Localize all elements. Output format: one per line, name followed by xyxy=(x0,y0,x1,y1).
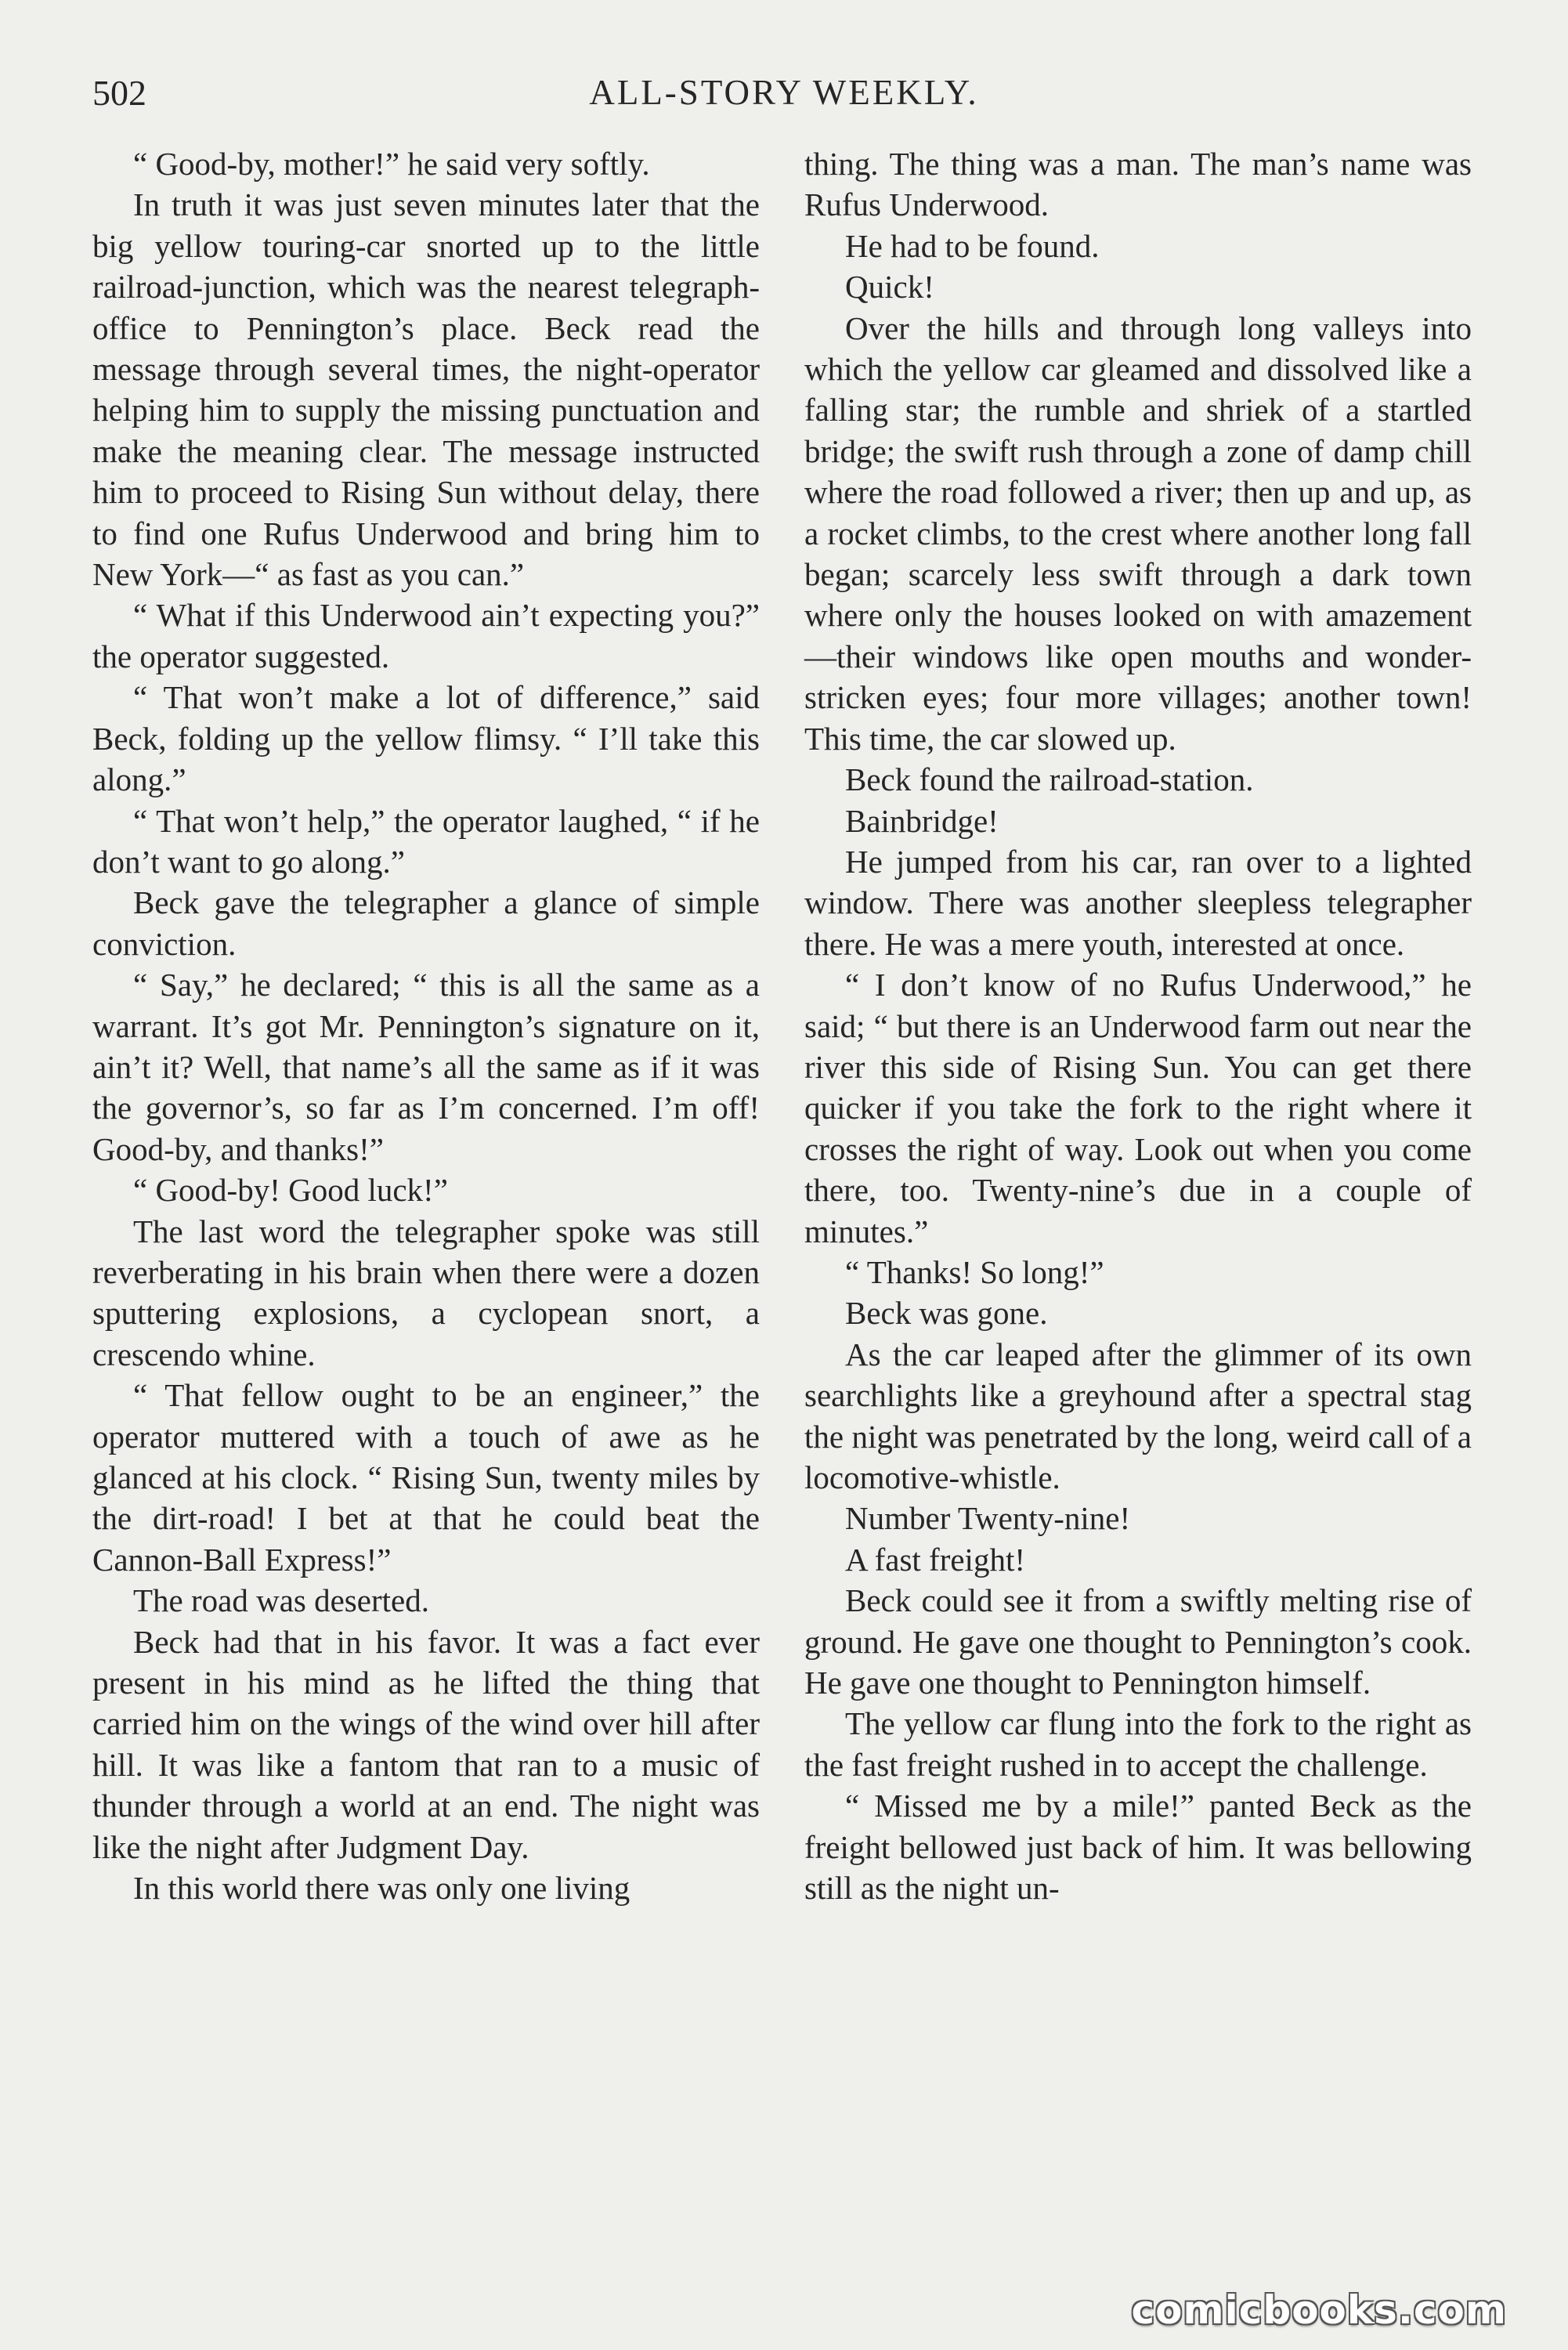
paragraph: “ Good-by! Good luck!” xyxy=(133,1172,448,1209)
paragraph: “ That won’t help,” the operator laughed, “ if he don’t want to go along.” xyxy=(92,802,760,880)
paragraph: Quick! xyxy=(845,269,934,306)
paragraph: The yellow car flung into the fork to the right as the fast freight rushed in to accept the challenge. xyxy=(804,1705,1472,1783)
paragraph: Beck had that in his favor. It was a fact ever present in his mind as he lifted the thing that carried him on the wings of the wind over hill after hill. It was like a fantom that ran to a music of thunder through a world at an end. The night was like the night after Judgment Day. xyxy=(92,1623,760,1865)
paragraph: “ What if this Underwood ain’t expecting you?” the operator suggested. xyxy=(92,597,760,674)
paragraph: Beck could see it from a swiftly melting rise of ground. He gave one thought to Pennington’s cook. He gave one thought to Pennington himself. xyxy=(804,1582,1472,1701)
running-title: ALL-STORY WEEKLY. xyxy=(589,73,979,112)
paragraph-continuation: thing. The thing was a man. The man’s name was Rufus Underwood. xyxy=(804,146,1472,223)
page-number: 502 xyxy=(92,73,146,113)
paragraph: “ I don’t know of no Rufus Underwood,” he said; “ but there is an Underwood farm out near the river this side of Rising Sun. You can get there quicker if you take the fork to the right where it crosses the right of way. Look out when you come there, too. Twenty-nine’s due in a couple of minutes.” xyxy=(804,967,1472,1249)
watermark: comicbooks.com xyxy=(1131,2287,1507,2333)
paragraph: In truth it was just seven minutes later that the big yellow touring-car snorted up to the little railroad-junction, which was the nearest telegraph-office to Pennington’s place. Beck read the message through several times, the night-operator helping him to supply the missing punctuation and make the meaning clear. The message instructed him to proceed to Rising Sun without delay, there to find one Rufus Underwood and bring him to New York—“ as fast as you can.” xyxy=(92,186,760,593)
paragraph: As the car leaped after the glimmer of its own searchlights like a greyhound after a spectral stag the night was penetrated by the long, weird call of a locomotive-whistle. xyxy=(804,1336,1472,1495)
paragraph: Beck found the railroad-station. xyxy=(845,761,1254,798)
paragraph: He had to be found. xyxy=(845,227,1100,264)
paragraph: Over the hills and through long valleys into which the yellow car gleamed and dissolved like a falling star; the rumble and shriek of a startled bridge; the swift rush through a zone of damp chill where the road followed a river; then up and up, as a rocket climbs, to the crest where another long fall began; scarcely less swift through a dark town where only the houses looked on with amazement—their windows like open mouths and wonder-stricken eyes; four more villages; another town! This time, the car slowed up. xyxy=(804,309,1472,757)
paragraph: In this world there was only one living xyxy=(133,1870,630,1907)
paragraph: Bainbridge! xyxy=(845,802,999,839)
left-column xyxy=(92,143,760,1908)
paragraph: A fast freight! xyxy=(845,1541,1025,1578)
paragraph: “ Missed me by a mile!” panted Beck as the freight bellowed just back of him. It was bellowing still as the night un- xyxy=(804,1788,1472,1907)
paragraph: “ Say,” he declared; “ this is all the same as a warrant. It’s got Mr. Pennington’s signature on it, ain’t it? Well, that name’s all the same as if it was the governor’s, so far as I’m concerned. I’m off! Good-by, and thanks!” xyxy=(92,967,760,1167)
paragraph: “ Good-by, mother!” he said very softly. xyxy=(133,146,650,182)
paragraph: The last word the telegrapher spoke was still reverberating in his brain when there were a dozen sputtering explosions, a cyclopean snort, a crescendo whine. xyxy=(92,1213,760,1372)
paragraph: “ Thanks! So long!” xyxy=(845,1253,1104,1290)
paragraph: Beck gave the telegrapher a glance of simple conviction. xyxy=(92,884,760,962)
paragraph: The road was deserted. xyxy=(133,1582,429,1619)
page-header xyxy=(92,72,1476,119)
paragraph: “ That fellow ought to be an engineer,” the operator muttered with a touch of awe as he glanced at his clock. “ Rising Sun, twenty miles by the dirt-road! I bet at that he could beat the Cannon-Ball Express!” xyxy=(92,1377,760,1578)
paragraph: He jumped from his car, ran over to a lighted window. There was another sleepless telegrapher there. He was a mere youth, interested at once. xyxy=(804,843,1472,962)
right-column xyxy=(804,143,1472,1908)
paragraph: “ That won’t make a lot of difference,” said Beck, folding up the yellow flimsy. “ I’ll take this along.” xyxy=(92,679,760,798)
paragraph: Number Twenty-nine! xyxy=(845,1500,1131,1537)
paragraph: Beck was gone. xyxy=(845,1295,1048,1332)
